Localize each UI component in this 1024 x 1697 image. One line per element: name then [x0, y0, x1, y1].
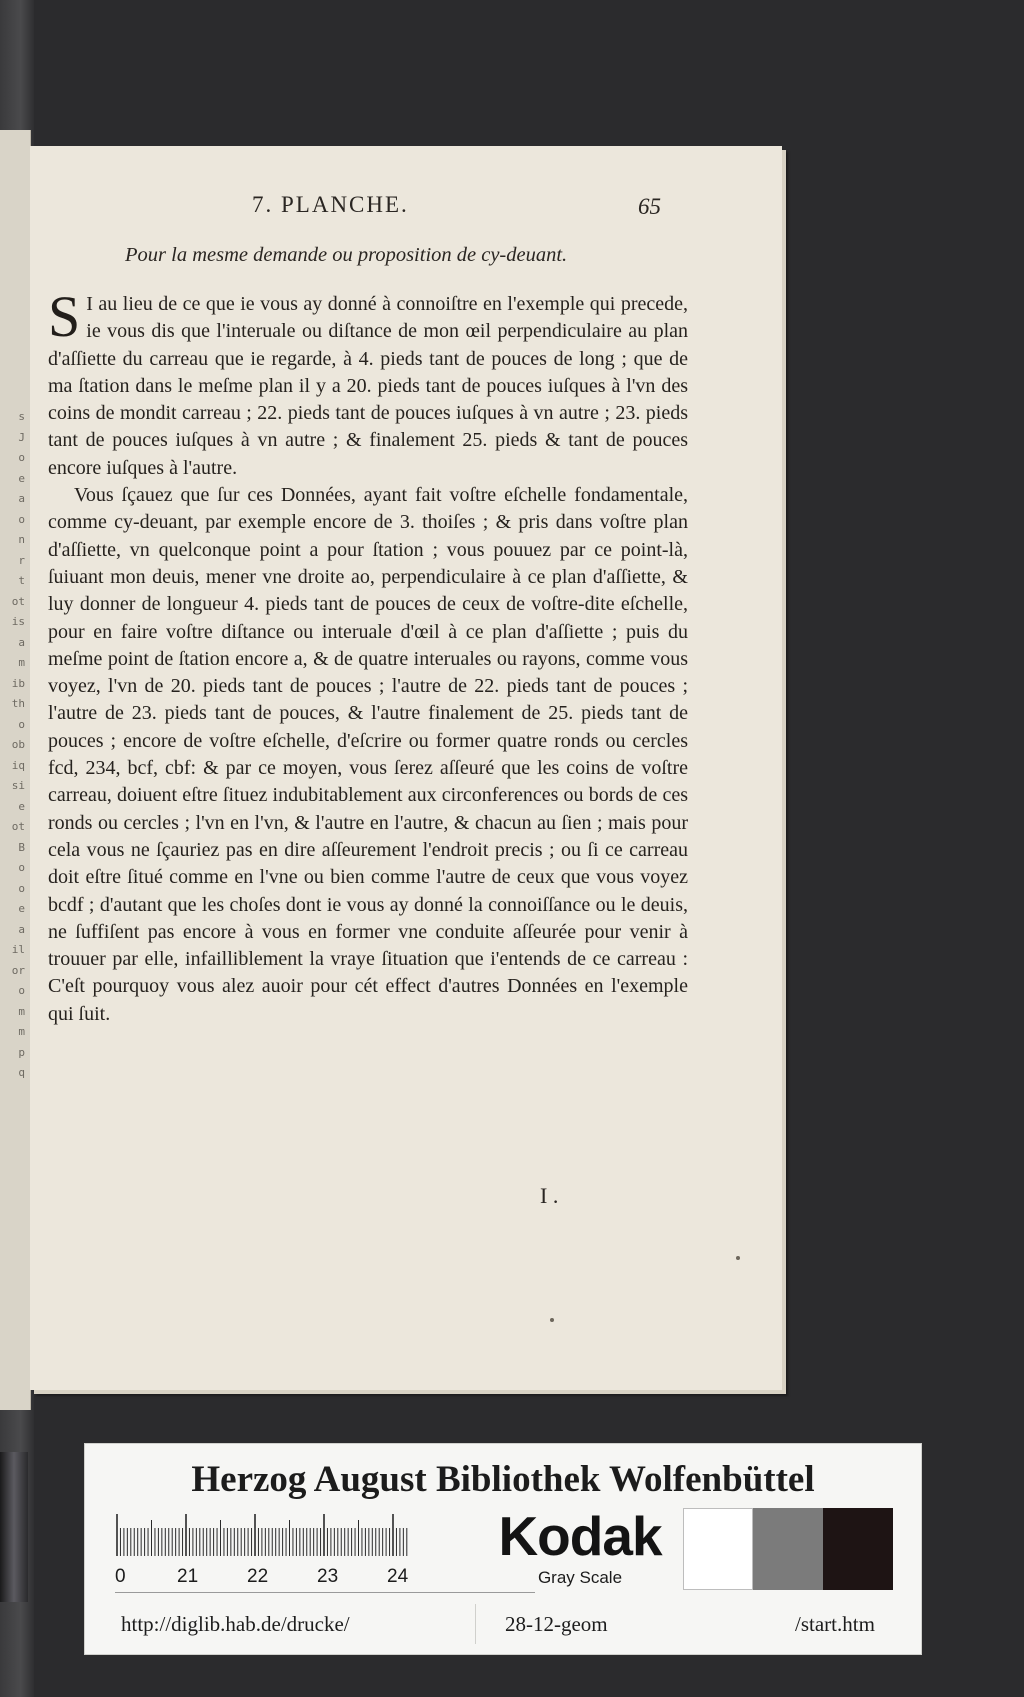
- paragraph-1: [48, 284, 688, 482]
- previous-page-fragment: si: [11, 779, 25, 792]
- previous-page-fragment: a: [18, 492, 25, 505]
- plate-title: 7. PLANCHE.: [252, 192, 409, 217]
- ruler-label: 23: [317, 1566, 339, 1587]
- swatch-gray: [753, 1508, 823, 1590]
- ruler-label: 24: [387, 1566, 409, 1587]
- previous-page-fragment: n: [18, 533, 25, 546]
- previous-page-fragment: r: [18, 553, 25, 567]
- ruler-ticks: [115, 1512, 535, 1558]
- signature-mark: I .: [540, 1183, 559, 1208]
- previous-page-fragment: e: [18, 902, 25, 915]
- previous-page-fragment: q: [18, 1066, 25, 1079]
- drop-cap: S: [48, 284, 81, 349]
- previous-page-fragment: e: [18, 471, 25, 485]
- previous-page-fragment: o: [18, 881, 25, 895]
- previous-page-fragment: is: [11, 615, 25, 628]
- page-header: [30, 192, 782, 232]
- scanner-side-strip: [0, 1452, 28, 1602]
- previous-page-fragment: o: [18, 984, 25, 997]
- previous-page-fragment: ot: [11, 820, 25, 833]
- ruler-label: 22: [247, 1566, 269, 1587]
- previous-page-fragment: p: [18, 1045, 25, 1059]
- previous-page-fragment: o: [18, 512, 25, 526]
- url-base: http://diglib.hab.de/drucke/: [121, 1612, 350, 1636]
- ruler-label: 21: [177, 1566, 199, 1587]
- previous-page-fragment: ob: [11, 738, 25, 751]
- paragraph-2: Vous ſçauez que ſur ces Données, ayant fait voſtre eſchelle fondamentale, comme cy-deuant, par exemple encore de 3. thoiſes ; & pris dans voſtre plan d'aſſiette, vn quelconque point a pour ſtation ; vous pouuez par ce point-là, ſuiuant mon deuis, mener vne droite ao, perpendiculaire à ce plan d'aſſiette, & luy donner de longueur 4. pieds tant de pouces de ceux de voſtre-dite eſchelle, pour en faire voſtre diſtance ou interuale d'œil à ce plan d'aſſiette ; puis du meſme point de ſtation encore a, & de quatre interuales ou rayons, comme vous voyez, l'vn de 20. pieds tant de pouces ; l'autre de 22. pieds tant de pouces ; l'autre de 23. pieds tant de pouces, & l'autre finalement de 25. pieds tant de pouces ; encore de voſtre eſchelle, d'eſcrire ou former quatre ronds ou cercles fcd, 234, bcf, cbf: & par ce moyen, vous ſerez aſſeuré que les coins de voſtre carreau, doiuent eſtre ſituez indubitablement aux circonferences ou bords de ces ronds ou cercles ; l'vn en l'vn, & l'autre en l'autre, & chacun au ſien ; mais pour cela vous ne ſçauriez pas en dire aſſeurement l'endroit precis ; ou ſi ce carreau doit eſtre ſitué comme en l'vne ou bien comme l'autre de ceux que vous voyez bcdf ; d'autant que les choſes dont ie vous ay donné la connoiſſance ou le deuis, ne ſuffiſent pas encore à vous en former vne conduite aſſeurée pour venir à trouuer par elle, infailliblement la vraye ſituation que i'entends de ce carreau : C'eſt pourquoy vous alez auoir pour cét effect d'autres Données en l'exemple qui ſuit.: [48, 484, 688, 1025]
- ink-speck: [736, 1256, 740, 1260]
- previous-page-fragment: ib: [11, 676, 25, 690]
- previous-page-fragment: m: [18, 656, 25, 669]
- previous-page-fragment: J: [18, 430, 25, 444]
- previous-page-fragment: o: [18, 451, 25, 464]
- previous-page-fragment: o: [18, 717, 25, 731]
- ruler-baseline: [115, 1592, 535, 1593]
- previous-page-fragment: or: [11, 963, 25, 977]
- previous-page-fragment: m: [18, 1004, 25, 1018]
- ruler: [115, 1512, 535, 1598]
- gray-scale-swatches: [683, 1508, 893, 1590]
- color-calibration-card: [84, 1443, 922, 1655]
- paragraph-1-text: I au lieu de ce que ie vous ay donné à connoiſtre en l'exemple qui precede, ie vous dis que l'interuale ou diſtance de mon œil perpendiculaire au plan d'aſſiette du carreau que ie regarde, à 4. pieds tant de pouces de long ; que de ma ſtation dans le meſme plan il y a 20. pieds tant de pouces iuſques à l'vn des coins de mondit carreau ; 22. pieds tant de pouces iuſques à vn autre ; 23. pieds tant de pouces iuſques à vn autre ; & finalement 25. pieds & tant de pouces encore iuſques à l'autre.: [48, 293, 688, 479]
- swatch-white: [683, 1508, 753, 1590]
- body-text: [48, 284, 688, 1028]
- previous-page-fragment: a: [18, 635, 25, 649]
- previous-page-fragment: th: [11, 697, 25, 710]
- previous-page-fragment: t: [18, 574, 25, 587]
- swatch-black: [823, 1508, 893, 1590]
- section-subtitle: Pour la mesme demande ou proposition de cy-deuant.: [125, 244, 568, 266]
- previous-page-fragment: o: [18, 861, 25, 874]
- previous-page-fragment: il: [11, 943, 25, 956]
- library-name: Herzog August Bibliothek Wolfenbüttel: [191, 1459, 815, 1500]
- kodak-logo: Kodak: [498, 1505, 662, 1567]
- book-page: [30, 146, 782, 1390]
- url-identifier: 28-12-geom: [505, 1612, 608, 1636]
- ruler-label: 0: [115, 1566, 126, 1587]
- previous-page-fragment: m: [18, 1025, 25, 1038]
- previous-page-fragment: iq: [11, 758, 25, 772]
- previous-page-text-fragments: [0, 410, 28, 1087]
- previous-page-fragment: a: [18, 922, 25, 936]
- previous-page-fragment: B: [18, 840, 25, 854]
- ink-speck: [550, 1318, 554, 1322]
- previous-page-fragment: ot: [11, 594, 25, 608]
- page-number: 65: [638, 194, 661, 219]
- card-divider: [475, 1604, 476, 1644]
- previous-page-fragment: e: [18, 799, 25, 813]
- previous-page-fragment: s: [18, 410, 25, 423]
- gray-scale-label: Gray Scale: [537, 1568, 623, 1587]
- url-suffix: /start.htm: [795, 1612, 875, 1636]
- previous-page-edge: [0, 130, 31, 1410]
